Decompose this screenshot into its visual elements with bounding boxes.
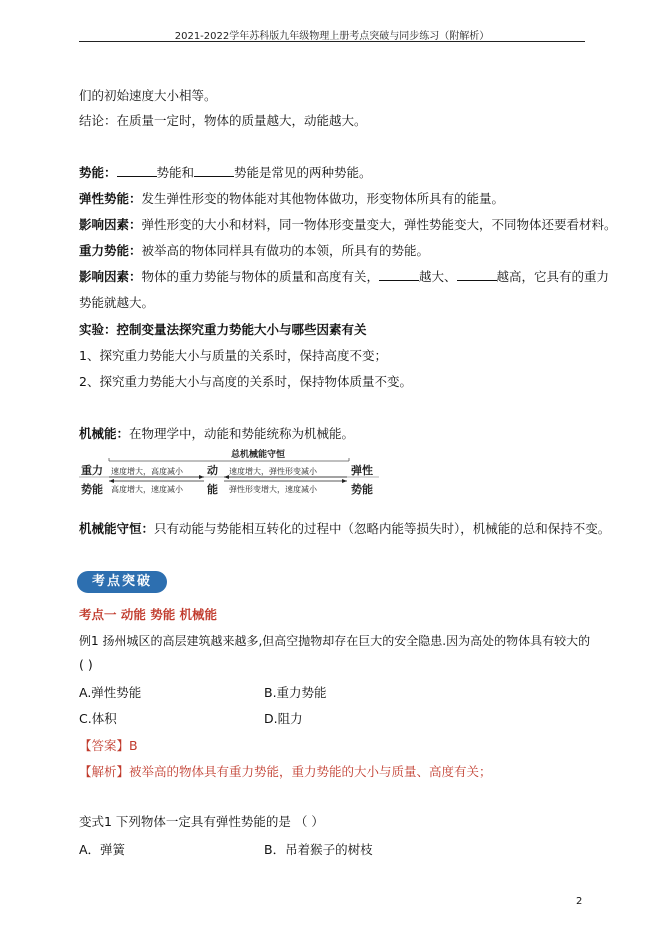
text: 势能和 xyxy=(156,165,195,180)
arrow-label: 高度增大，速度减小 xyxy=(111,485,183,494)
factor-line xyxy=(79,215,617,233)
gravity-potential-line xyxy=(79,241,429,259)
text-line: 结论：在质量一定时，物体的质量越大，动能越大。 xyxy=(79,113,367,128)
kaodian-heading: 考点一 动能 势能 机械能 xyxy=(79,607,218,622)
page-number: 2 xyxy=(576,896,583,907)
term-label: 弹性势能： xyxy=(79,191,142,206)
text: 越高，它具有的重力 xyxy=(496,269,610,284)
fill-blank xyxy=(457,268,497,281)
node-kinetic-top: 动 xyxy=(207,464,218,477)
option-c: C.体积 xyxy=(79,711,117,726)
diagram-title: 总机械能守恒 xyxy=(231,450,286,460)
variant-option-b: B．吊着猴子的树枝 xyxy=(264,842,373,857)
experiment-step: 2、探究重力势能大小与高度的关系时，保持物体质量不变。 xyxy=(79,374,412,389)
text-line: 们的初始速度大小相等。 xyxy=(79,88,217,103)
text: 只有动能与势能相互转化的过程中（忽略内能等损失时），机械能的总和保持不变。 xyxy=(154,521,611,536)
experiment-step: 1、探究重力势能大小与质量的关系时，保持高度不变； xyxy=(79,348,387,363)
term-label: 影响因素： xyxy=(79,269,142,284)
text: 弹性形变的大小和材料，同一物体形变量变大，弹性势能变大，不同物体还要看材料。 xyxy=(141,217,617,232)
text-line: 势能就越大。 xyxy=(79,295,155,310)
answer-line: 【答案】B xyxy=(79,738,138,753)
section-badge: 考点突破 xyxy=(77,571,167,593)
conservation-line xyxy=(79,519,610,537)
node-kinetic-bottom: 能 xyxy=(207,483,218,496)
fill-blank xyxy=(194,164,234,177)
term-label: 势能： xyxy=(79,165,117,180)
arrow-label: 弹性形变增大，速度减小 xyxy=(229,485,317,494)
term-label: 影响因素： xyxy=(79,217,142,232)
variant-question: 变式1 下列物体一定具有弹性势能的是 （ ） xyxy=(79,814,324,829)
elastic-potential-line xyxy=(79,189,504,207)
text: 发生弹性形变的物体能对其他物体做功，形变物体所具有的能量。 xyxy=(141,191,505,206)
term-label: 机械能守恒： xyxy=(79,521,155,536)
variant-option-a: A．弹簧 xyxy=(79,842,126,857)
potential-energy-line xyxy=(79,163,372,181)
answer-paren: ( ) xyxy=(79,657,93,672)
option-b: B.重力势能 xyxy=(264,685,327,700)
experiment-heading: 实验：控制变量法探究重力势能大小与哪些因素有关 xyxy=(79,322,367,337)
option-d: D.阻力 xyxy=(264,711,303,726)
text: 在物理学中，动能和势能统称为机械能。 xyxy=(129,426,355,441)
header-rule xyxy=(79,41,585,42)
node-gravity-top: 重力 xyxy=(81,464,103,477)
energy-conversion-diagram xyxy=(79,448,379,502)
node-gravity-bottom: 势能 xyxy=(81,483,103,496)
text: 势能是常见的两种势能。 xyxy=(234,165,372,180)
mechanical-energy-line xyxy=(79,424,354,442)
text: 物体的重力势能与物体的质量和高度有关， xyxy=(141,269,380,284)
node-elastic-bottom: 势能 xyxy=(351,483,373,496)
analysis-line: 【解析】被举高的物体具有重力势能，重力势能的大小与质量、高度有关； xyxy=(79,764,492,779)
page-header: 2021-2022学年苏科版九年级物理上册考点突破与同步练习（附解析） xyxy=(174,31,490,42)
term-label: 重力势能： xyxy=(79,243,142,258)
fill-blank xyxy=(379,268,419,281)
node-elastic-top: 弹性 xyxy=(351,464,373,477)
text: 越大、 xyxy=(419,269,457,284)
fill-blank xyxy=(117,164,157,177)
factor-line xyxy=(79,267,609,285)
arrow-label: 速度增大，高度减小 xyxy=(111,467,183,476)
text: 被举高的物体同样具有做功的本领，所具有的势能。 xyxy=(141,243,430,258)
term-label: 机械能： xyxy=(79,426,130,441)
arrow-label: 速度增大，弹性形变减小 xyxy=(229,467,317,476)
example-question: 例1 扬州城区的高层建筑越来越多,但高空抛物却存在巨大的安全隐患.因为高处的物体具有较大的 xyxy=(79,634,591,648)
option-a: A.弹性势能 xyxy=(79,685,142,700)
